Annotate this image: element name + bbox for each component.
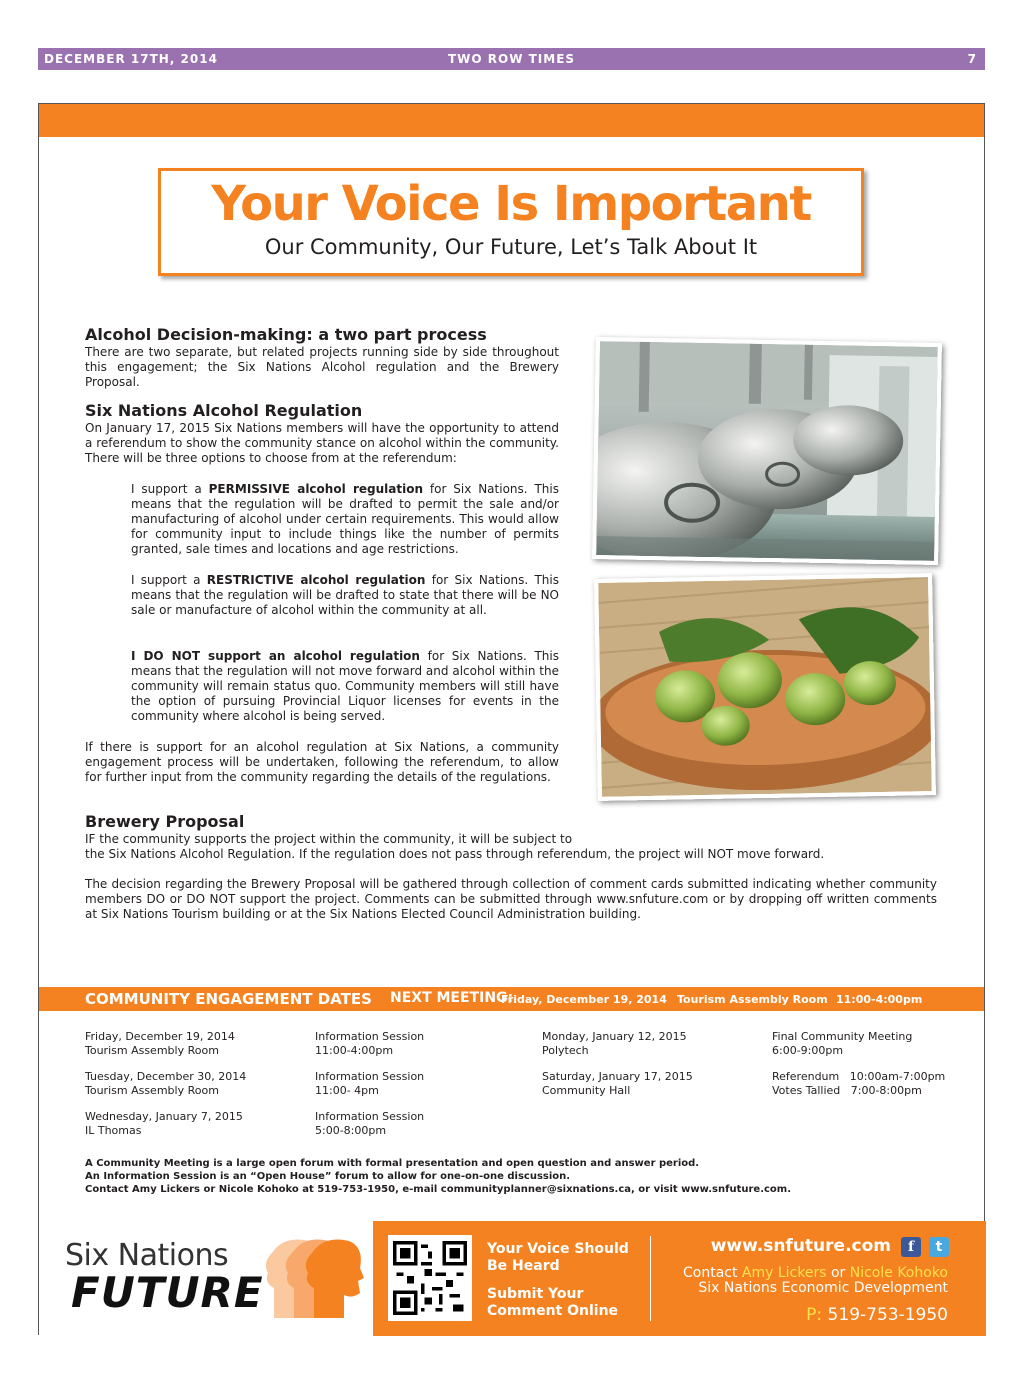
schedule-cell: Monday, January 12, 2015 Polytech [542, 1030, 687, 1057]
masthead [38, 48, 985, 70]
engagement-notes: A Community Meeting is a large open forum with formal presentation and open question and answer period. An Information Session is an “Open House” forum to allow for one-on-one discussion. Contact Amy Lickers or Nicole Kohoko at 519-753-1950, e-mail communityplanner@sixnations.ca, or visit www.snfuture.com. [85, 1158, 792, 1195]
brewery-para-2: The decision regarding the Brewery Proposal will be gathered through collection of comment cards submitted indicating whether community members DO or DO NOT support the project. Comments can be submitted through www.snfuture.com or by dropping off written comments at Six Nations Tourism building or at the Six Nations Elected Council Administration building. [85, 877, 937, 921]
ad-top-bar [39, 104, 984, 137]
logo-future: FUTURE [71, 1268, 264, 1317]
issue-date: DECEMBER 17TH, 2014 [44, 52, 218, 66]
alcohol-process-title: Alcohol Decision-making: a two part process [85, 325, 487, 344]
schedule-cell: Final Community Meeting 6:00-9:00pm [772, 1030, 913, 1057]
paper-name: TWO ROW TIMES [447, 52, 576, 66]
schedule-cell: Information Session 11:00-4:00pm [315, 1030, 425, 1057]
your-voice-text: Your Voice Should Be Heard [487, 1241, 629, 1274]
schedule-cell: Saturday, January 17, 2015 Community Hall [542, 1070, 693, 1097]
brewery-tanks-photo [592, 337, 942, 565]
next-meeting-label: NEXT MEETING: [390, 990, 514, 1006]
option-no-regulation: I DO NOT support an alcohol regulation for Six Nations. This means that the regulation will not move forward and alcohol within the community will remain status quo. Community members will still have the option of pursuing Provincial Liquor licenses for events in the community where alcohol is being served. [131, 649, 559, 723]
alcohol-process-text: There are two separate, but related projects running side by side throughout this engagement; the Six Nations Alcohol regulation and the Brewery Proposal. [85, 345, 559, 389]
twitter-icon[interactable]: t [929, 1237, 949, 1257]
schedule-cell: Referendum 10:00am-7:00pm Votes Tallied 7:00-8:00pm [772, 1070, 946, 1097]
option-restrictive: I support a RESTRICTIVE alcohol regulation for Six Nations. This means that the regulation will be drafted to state that there will be NO sale or manufacture of alcohol within the community at all. [131, 573, 559, 617]
option-permissive: I support a PERMISSIVE alcohol regulation for Six Nations. This means that the regulation will be drafted to permit the sale and/or manufacturing of alcohol under certain requirements. This would allow for community input to include things like the number of permits granted, sale times and locations and age restrictions. [131, 482, 559, 556]
schedule-cell: Information Session 5:00-8:00pm [315, 1110, 425, 1137]
advertisement [38, 103, 985, 1335]
qr-code[interactable] [388, 1235, 472, 1321]
profile-heads-icon [254, 1233, 364, 1323]
brewery-title: Brewery Proposal [85, 812, 245, 831]
engagement-bar [39, 987, 984, 1011]
next-meeting-room: Tourism Assembly Room [677, 993, 828, 1006]
facebook-icon[interactable]: f [901, 1237, 921, 1257]
headline-subtitle: Our Community, Our Future, Let’s Talk About It [264, 235, 758, 259]
regulation-outro: If there is support for an alcohol regulation at Six Nations, a community engagement process will be undertaken, following the referendum, to allow for further input from the community regarding the details of the regulations. [85, 740, 559, 784]
page-number: 7 [967, 52, 977, 66]
hops-bowl-photo [594, 573, 936, 801]
schedule-cell: Wednesday, January 7, 2015 IL Thomas [85, 1110, 243, 1137]
schedule-cell: Information Session 11:00- 4pm [315, 1070, 425, 1097]
regulation-title: Six Nations Alcohol Regulation [85, 401, 363, 420]
phone-number: P: 519-753-1950 [806, 1305, 948, 1325]
schedule-cell: Friday, December 19, 2014 Tourism Assembly Room [85, 1030, 235, 1057]
brewery-para-1: IF the community supports the project within the community, it will be subject to the Six Nations Alcohol Regulation. If the regulation does not pass through referendum, the project will NOT move forward. [85, 832, 825, 861]
next-meeting-date: Friday, December 19, 2014 [501, 993, 667, 1006]
headline-title: Your Voice Is Important [211, 176, 811, 232]
ad-footer [39, 1221, 984, 1336]
schedule-cell: Tuesday, December 30, 2014 Tourism Assembly Room [85, 1070, 247, 1097]
regulation-intro: On January 17, 2015 Six Nations members will have the opportunity to attend a referendum to show the community stance on alcohol within the community. There will be three options to choose from at the referendum: [85, 421, 559, 465]
logo-six-nations: Six Nations [65, 1238, 229, 1273]
submit-comment-text: Submit Your Comment Online [487, 1286, 619, 1319]
website-link[interactable]: www.snfuture.com [710, 1236, 891, 1256]
contact-info: Contact Amy Lickers or Nicole Kohoko Six Nations Economic Development [682, 1265, 948, 1296]
next-meeting-time: 11:00-4:00pm [836, 993, 923, 1006]
engagement-title: COMMUNITY ENGAGEMENT DATES [85, 990, 372, 1008]
headline-box [158, 168, 864, 276]
